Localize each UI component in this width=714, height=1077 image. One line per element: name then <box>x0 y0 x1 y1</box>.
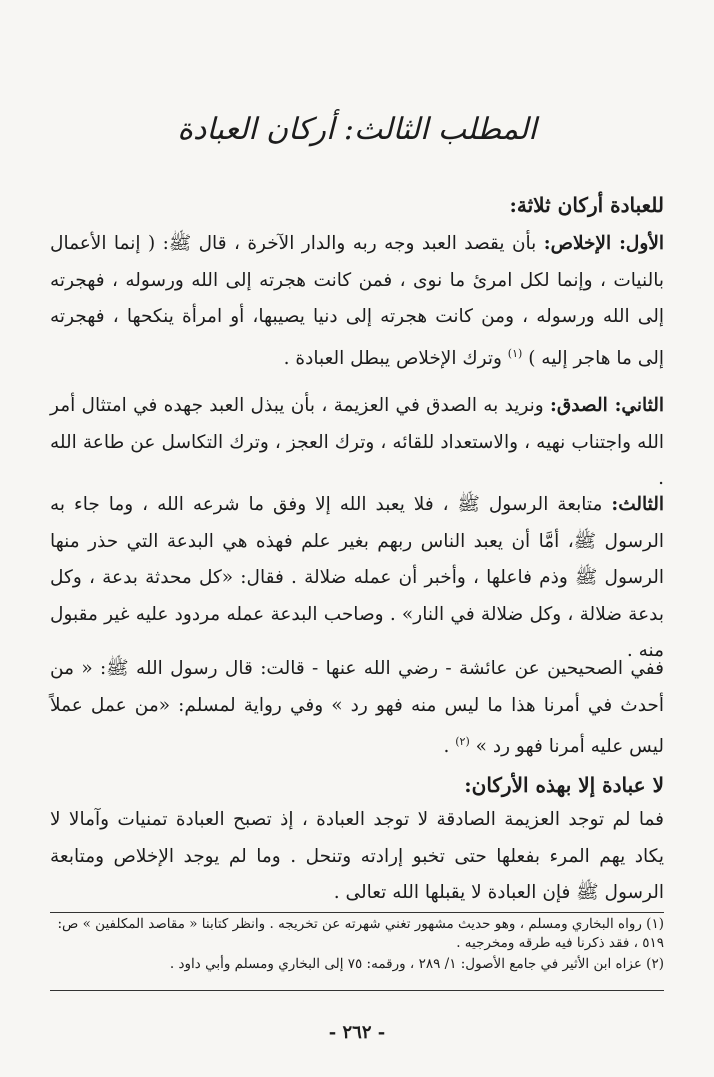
paragraph-sincerity <box>50 226 664 378</box>
heading-pillars: للعبادة أركان ثلاثة: <box>509 193 664 217</box>
paragraph-conclusion <box>50 802 664 912</box>
text-following: متابعة الرسول ﷺ ، فلا يعبد الله إلا وفق ما شرعه الله ، وما جاء به الرسول ﷺ، أمَّا أن يعبد الناس ربهم بغير علم فهذه هي البدعة التي حذر منها الرسول ﷺ وذم فاعلها ، وأخبر أن عمله ضلالة . فقال: «كل محدثة بدعة ، وكل بدعة ضلالة ، وكل ضلالة في النار» . وصاحب البدعة عمله مردود عليه غير مقبول منه . <box>50 494 664 662</box>
page-number: - ٢٦٢ - <box>328 1022 386 1043</box>
paragraph-hadith <box>50 651 664 766</box>
bottom-divider <box>50 990 664 991</box>
label-following: الثالث: <box>611 494 664 515</box>
label-sincerity: الأول: الإخلاص: <box>543 233 665 254</box>
footnote-1: (١) رواه البخاري ومسلم ، وهو حديث مشهور تغني شهرته عن تخريجه . وانظر كتابنا « مقاصد المكلفين » ص: ٥١٩ ، فقد ذكرنا فيه طرقه ومخرجيه . <box>57 916 664 951</box>
footnote-ref-2: (٢) <box>455 735 470 749</box>
heading-no-worship: لا عبادة إلا بهذه الأركان: <box>464 773 664 797</box>
text-hadith: ففي الصحيحين عن عائشة - رضي الله عنها - قالت: قال رسول الله ﷺ: « من أحدث في أمرنا هذا ما ليس منه فهو رد » وفي رواية لمسلم: «من عمل عملاً ليس عليه أمرنا فهو رد » <box>50 658 664 758</box>
text-sincerity-tail: وترك الإخلاص يبطل العبادة . <box>283 347 502 369</box>
paragraph-truthfulness <box>50 388 664 498</box>
text-hadith-tail: . <box>443 736 450 758</box>
text-sincerity: بأن يقصد العبد وجه ربه والدار الآخرة ، قال ﷺ: ( إنما الأعمال بالنيات ، وإنما لكل امرئ ما نوى ، فمن كانت هجرته إلى الله ورسوله ، فهجرته إلى الله ورسوله ، ومن كانت هجرته إلى دنيا يصيبها، أو امرأة ينكحها ، فهجرته إلى ما هاجر إليه ) <box>50 233 664 369</box>
paragraph-following <box>50 487 664 670</box>
section-title: المطلب الثالث: أركان العبادة <box>177 112 537 147</box>
label-truthfulness: الثاني: الصدق: <box>550 395 664 416</box>
footnote-2: (٢) عزاه ابن الأثير في جامع الأصول: ١/ ٢٨٩ ، ورقمه: ٧٥ إلى البخاري ومسلم وأبي داود . <box>169 956 664 972</box>
footnote-divider <box>50 912 664 913</box>
footnote-ref-1: (١) <box>507 346 523 360</box>
text-conclusion: فما لم توجد العزيمة الصادقة لا توجد العبادة ، إذ تصبح العبادة تمنيات وآمالا لا يكاد يهم المرء بفعلها حتى تخبو إرادته وتنحل . وما لم يوجد الإخلاص ومتابعة الرسول ﷺ فإن العبادة لا يقبلها الله تعالى . <box>50 809 664 904</box>
text-truthfulness: ونريد به الصدق في العزيمة ، بأن يبذل العبد جهده في امتثال أمر الله واجتناب نهيه ، والاستعداد للقائه ، وترك العجز ، وترك التكاسل عن طاعة الله . <box>50 395 664 490</box>
